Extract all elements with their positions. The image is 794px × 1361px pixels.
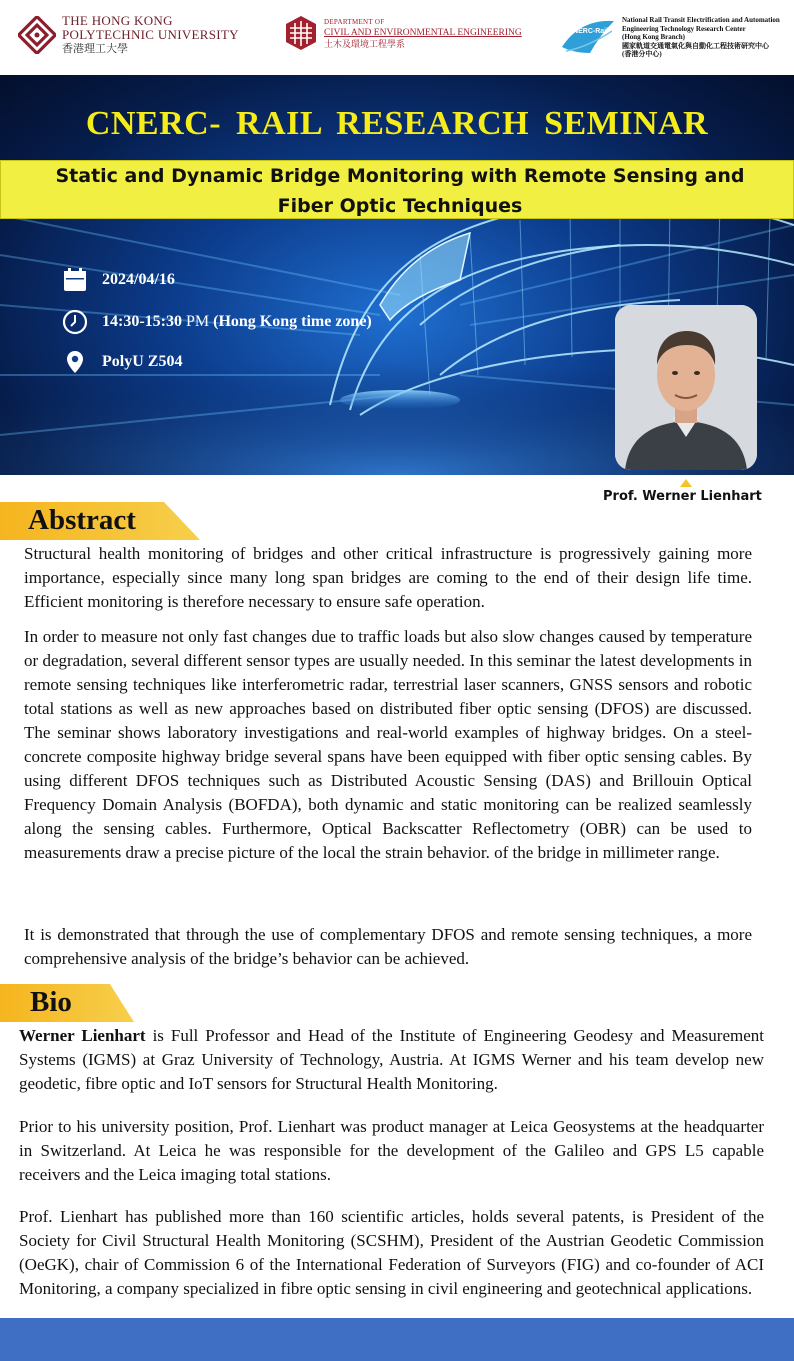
time-range: 14:30-15:30: [102, 313, 182, 330]
polyu-name-line1: THE HONG KONG: [62, 13, 173, 28]
cee-name-chinese: 土木及環境工程學系: [324, 38, 406, 49]
bio-speaker-name: Werner Lienhart: [19, 1026, 146, 1045]
talk-title: Static and Dynamic Bridge Monitoring with Remote Sensing and Fiber Optic Techniques: [55, 165, 745, 217]
cnerc-name-line3: (Hong Kong Branch): [622, 33, 686, 42]
clock-icon: [62, 309, 88, 335]
time-pm: PM: [185, 313, 210, 330]
cnerc-badge-label: CNERC-Rail: [568, 28, 609, 36]
polyu-name-chinese: 香港理工大學: [62, 43, 128, 55]
logo-header: [0, 0, 794, 75]
calendar-icon: [62, 267, 88, 293]
speaker-photo: [615, 305, 757, 470]
bio-paragraph-1: [19, 1024, 764, 1096]
venue-row: [62, 349, 182, 375]
hero-banner: [0, 75, 794, 475]
time-row: [62, 309, 372, 335]
cee-emblem-icon: [284, 14, 318, 52]
polyu-emblem-icon: [18, 16, 56, 54]
time-zone: (Hong Kong time zone): [213, 313, 372, 330]
abstract-paragraph-3: It is demonstrated that through the use of complementary DFOS and remote sensing techniques, a more comprehensive analysis of the bridge’s behavior can be achieved.: [24, 925, 752, 968]
cnerc-logo: [560, 16, 792, 59]
cee-name-line2: CIVIL AND ENVIRONMENTAL ENGINEERING: [324, 27, 522, 38]
seminar-time: [102, 313, 372, 331]
abstract-heading: Abstract: [28, 504, 136, 536]
cee-name-line1: DEPARTMENT OF: [324, 17, 385, 26]
cnerc-name-line4: 國家軌道交通電氣化與自動化工程技術研究中心: [622, 41, 769, 50]
polyu-name-line2: POLYTECHNIC UNIVERSITY: [62, 27, 239, 42]
cnerc-name-line5: (香港分中心): [622, 50, 662, 59]
bio-heading: Bio: [30, 986, 72, 1018]
seminar-date: 2024/04/16: [102, 271, 175, 288]
footer-bar: [0, 1318, 794, 1361]
cnerc-rail-emblem: [560, 17, 616, 57]
date-row: [62, 267, 175, 293]
bio-paragraph-2: Prior to his university position, Prof. Lienhart was product manager at Leica Geosystems at the headquarter in Switzerland. At Leica he was responsible for the development of the Galileo and GPS L5 capable receivers and the Leica imaging total stations.: [19, 1117, 764, 1184]
cnerc-name-line1: National Rail Transit Electrification and Automation: [622, 16, 780, 24]
location-pin-icon: [62, 349, 88, 375]
bio-paragraph-3: Prof. Lienhart has published more than 160 scientific articles, holds several patents, is President of the Society for Civil Structural Health Monitoring (SCSHM), President of the Austrian Geodetic Commission (OeGK), chair of Commission 6 of the International Federation of Surveyors (FIG) and co-founder of ACI Monitoring, a company specialized in fibre optic sensing in civil engineering and geotechnical applications.: [19, 1207, 764, 1298]
abstract-paragraph-1: Structural health monitoring of bridges and other critical infrastructure is progressively gaining more importance, especially since many long span bridges are coming to the end of their design life time. Efficient monitoring is therefore necessary to ensure safe operation.: [24, 544, 752, 611]
bio-paragraph-1-text: is Full Professor and Head of the Institute of Engineering Geodesy and Measurement Systems (IGMS) at Graz University of Technology, Austria. At IGMS Werner and his team develop new geodetic, fibre optic and IoT sensors for Structural Health Monitoring.: [19, 1026, 764, 1093]
polyu-logo: [18, 14, 239, 56]
seminar-title: CNERC- RAIL RESEARCH SEMINAR: [85, 105, 709, 142]
cnerc-name-line2: Engineering Technology Research Center: [622, 24, 746, 33]
abstract-paragraph-2: In order to measure not only fast changes due to traffic loads but also slow changes caused by temperature or degradation, several different sensor types are usually needed. In this seminar the latest developments in remote sensing techniques like interferometric radar, terrestrial laser scanners, GNSS sensors and robotic total stations as well as new approaches based on distributed fiber optic sensing (DFOS) are discussed. The seminar shows laboratory investigations and real-world examples of highway bridges. On a steel-concrete composite highway bridge several spans have been equipped with fiber optic sensing cables. By using different DFOS techniques such as Distributed Acoustic Sensing (DAS) and Brillouin Optical Frequency Domain Analysis (BOFDA), both dynamic and static monitoring can be realized seamlessly along the sensing cables. Furthermore, Optical Backscatter Reflectometry (OBR) can be used to measurements draw a precise picture of the local the strain behavior. of the bridge in millimeter range.: [24, 627, 752, 862]
seminar-venue: PolyU Z504: [102, 353, 183, 370]
speaker-caption: Prof. Werner Lienhart: [603, 489, 762, 504]
cee-logo: [284, 14, 522, 52]
caption-pointer-icon: [680, 479, 692, 487]
